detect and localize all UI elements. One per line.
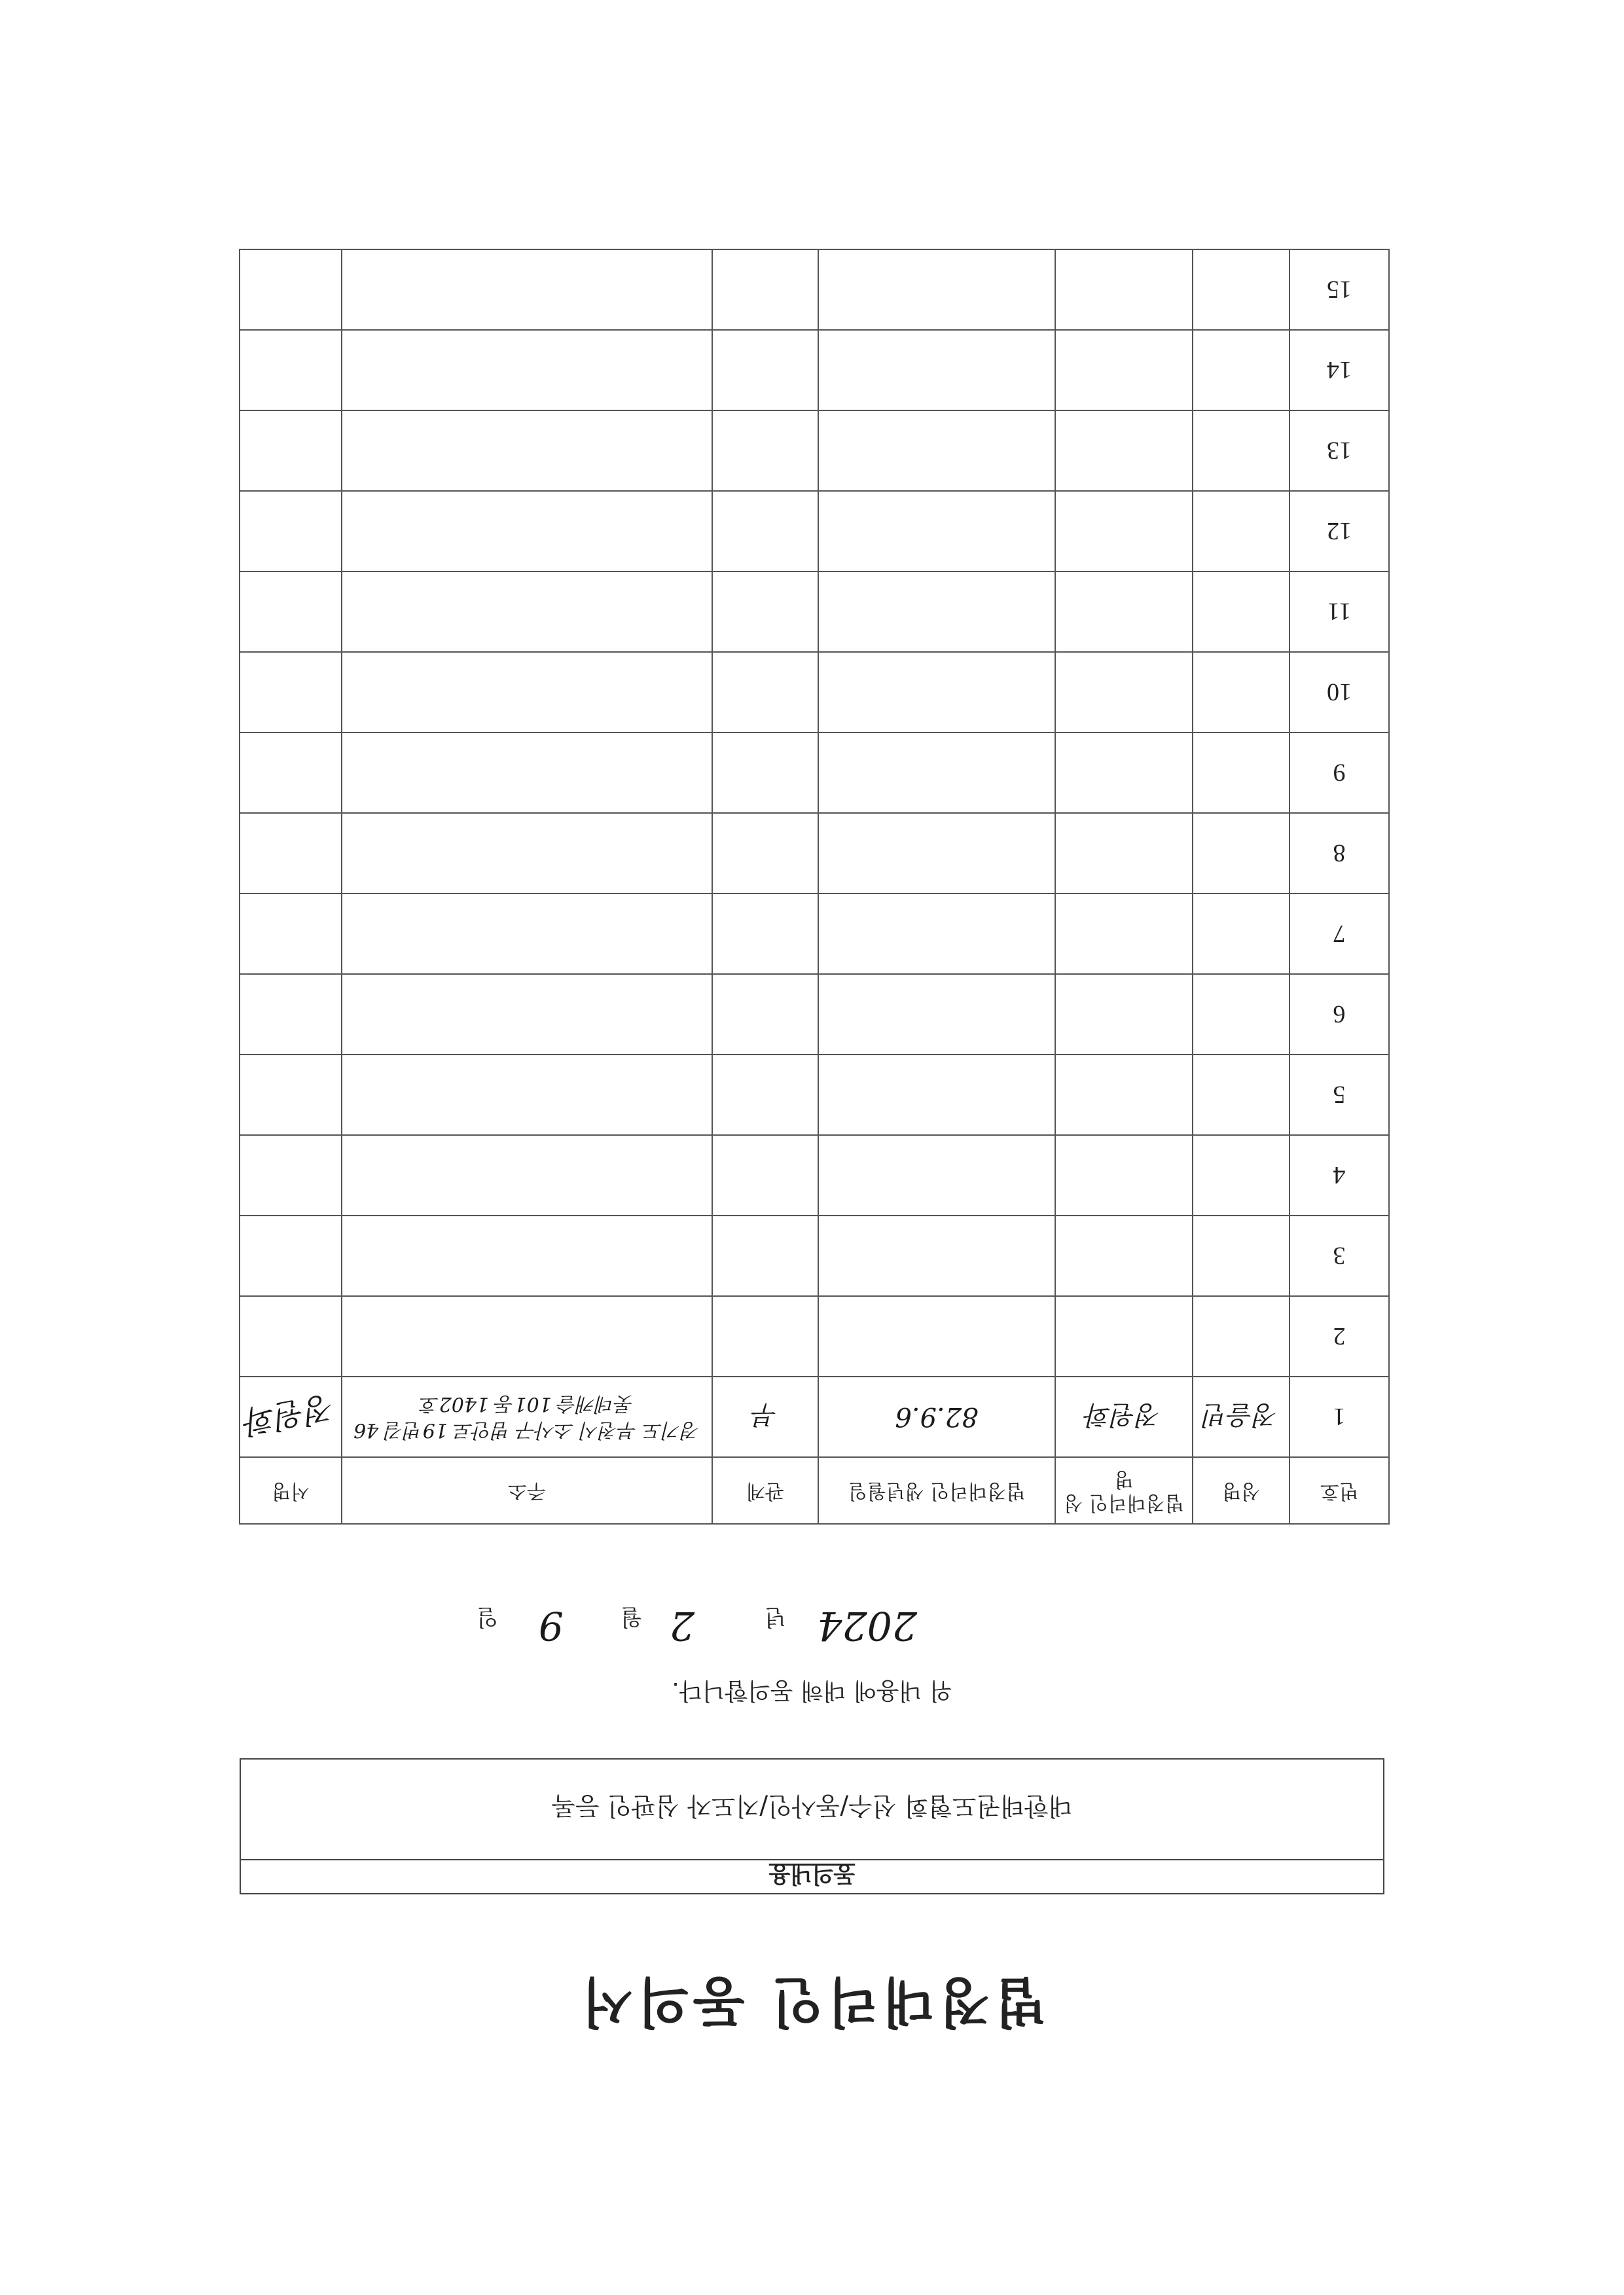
cell-guardian-name <box>1055 491 1193 571</box>
cell-signature <box>240 813 342 894</box>
cell-guardian-name <box>1055 813 1193 894</box>
table-row <box>240 330 1389 410</box>
cell-guardian-birth <box>818 652 1055 732</box>
consent-body: 대한태권도협회 선수/동사인/지도자 심판인 등록 <box>551 1792 1073 1821</box>
cell-no <box>1290 330 1389 410</box>
date-line <box>0 1596 1624 1655</box>
date-year-unit: 년 <box>765 1604 786 1630</box>
cell-guardian-name <box>1055 1377 1193 1457</box>
cell-no <box>1290 652 1389 732</box>
cell-no <box>1290 491 1389 571</box>
cell-relation <box>712 571 818 652</box>
cell-no <box>1290 1216 1389 1296</box>
cell-address <box>342 732 712 813</box>
cell-guardian-birth <box>818 571 1055 652</box>
cell-no-text: 8 <box>1333 839 1346 867</box>
cell-name-text: 정을빈 <box>1203 1400 1279 1430</box>
cell-guardian-birth <box>818 1216 1055 1296</box>
cell-no-text: 15 <box>1327 276 1352 304</box>
cell-guardian-birth <box>818 1377 1055 1457</box>
cell-signature <box>240 974 342 1055</box>
cell-name <box>1193 571 1290 652</box>
cell-name <box>1193 410 1290 491</box>
cell-relation <box>712 491 818 571</box>
cell-signature <box>240 732 342 813</box>
cell-address <box>342 974 712 1055</box>
cell-no <box>1290 1055 1389 1135</box>
cell-signature <box>240 1296 342 1377</box>
table-row <box>240 894 1389 974</box>
cell-guardian-birth <box>818 410 1055 491</box>
cell-relation <box>712 1296 818 1377</box>
cell-signature <box>240 410 342 491</box>
cell-address <box>342 652 712 732</box>
cell-signature <box>240 571 342 652</box>
cell-address <box>342 813 712 894</box>
cell-address <box>342 1055 712 1135</box>
table-row <box>240 974 1389 1055</box>
cell-address <box>342 491 712 571</box>
table-row <box>240 410 1389 491</box>
cell-no <box>1290 571 1389 652</box>
cell-signature <box>240 1377 342 1457</box>
cell-guardian-name <box>1055 732 1193 813</box>
cell-guardian-name <box>1055 410 1193 491</box>
table-row <box>240 1296 1389 1377</box>
cell-guardian-name <box>1055 249 1193 330</box>
cell-name <box>1193 813 1290 894</box>
cell-relation <box>712 249 818 330</box>
guardian-roster-table <box>239 249 1390 1525</box>
cell-no-text: 12 <box>1327 517 1352 545</box>
cell-guardian-name <box>1055 974 1193 1055</box>
cell-address <box>342 410 712 491</box>
cell-no <box>1290 249 1389 330</box>
cell-guardian-birth <box>818 894 1055 974</box>
cell-guardian-birth <box>818 1135 1055 1216</box>
cell-name <box>1193 249 1290 330</box>
cell-no-text: 2 <box>1333 1322 1346 1350</box>
cell-no <box>1290 1135 1389 1216</box>
cell-relation <box>712 813 818 894</box>
cell-no-text: 5 <box>1333 1081 1346 1109</box>
header-guardian-birth: 법정대리인 생년월일 <box>818 1457 1055 1524</box>
table-row <box>240 1377 1389 1457</box>
date-month-unit: 월 <box>621 1604 642 1630</box>
cell-name <box>1193 974 1290 1055</box>
cell-address <box>342 1296 712 1377</box>
table-row <box>240 652 1389 732</box>
cell-guardian-birth <box>818 1296 1055 1377</box>
cell-no-text: 13 <box>1327 437 1352 465</box>
cell-guardian-name <box>1055 1135 1193 1216</box>
cell-no-text: 3 <box>1333 1242 1346 1270</box>
cell-no-text: 4 <box>1333 1161 1346 1189</box>
cell-relation <box>712 1055 818 1135</box>
cell-no-text: 9 <box>1333 759 1346 787</box>
cell-no-text: 1 <box>1333 1403 1346 1431</box>
date-year: 2024 <box>817 1602 917 1648</box>
cell-name <box>1193 652 1290 732</box>
header-address: 주소 <box>342 1457 712 1524</box>
cell-guardian-name <box>1055 1055 1193 1135</box>
cell-signature <box>240 1135 342 1216</box>
cell-guardian-birth <box>818 249 1055 330</box>
cell-no-text: 7 <box>1333 920 1346 948</box>
cell-no <box>1290 894 1389 974</box>
cell-guardian-birth <box>818 1055 1055 1135</box>
cell-guardian-name <box>1055 571 1193 652</box>
table-row <box>240 1135 1389 1216</box>
table-row <box>240 732 1389 813</box>
cell-no <box>1290 974 1389 1055</box>
cell-address <box>342 894 712 974</box>
cell-signature-text: 정원화 <box>242 1388 338 1440</box>
cell-guardian-birth-text: 82.9.6 <box>895 1401 979 1432</box>
cell-name <box>1193 330 1290 410</box>
cell-signature <box>240 330 342 410</box>
cell-no <box>1290 732 1389 813</box>
table-row <box>240 813 1389 894</box>
cell-no <box>1290 1296 1389 1377</box>
cell-guardian-name-text: 정원화 <box>1086 1400 1162 1430</box>
cell-name <box>1193 1216 1290 1296</box>
cell-no <box>1290 1377 1389 1457</box>
consent-box <box>240 1758 1384 1894</box>
cell-no <box>1290 813 1389 894</box>
cell-relation-text: 부 <box>752 1400 778 1430</box>
cell-relation <box>712 732 818 813</box>
cell-guardian-birth <box>818 732 1055 813</box>
cell-address <box>342 1135 712 1216</box>
header-signature: 서명 <box>240 1457 342 1524</box>
cell-no-text: 14 <box>1327 356 1352 384</box>
cell-no-text: 11 <box>1327 598 1352 626</box>
cell-guardian-name <box>1055 1296 1193 1377</box>
cell-guardian-name <box>1055 330 1193 410</box>
cell-name <box>1193 732 1290 813</box>
cell-guardian-name <box>1055 1216 1193 1296</box>
cell-relation <box>712 652 818 732</box>
cell-signature <box>240 894 342 974</box>
cell-no-text: 6 <box>1333 1000 1346 1028</box>
cell-address <box>342 1377 712 1457</box>
table-row <box>240 1216 1389 1296</box>
header-name: 성명 <box>1193 1457 1290 1524</box>
cell-relation <box>712 1135 818 1216</box>
cell-name <box>1193 894 1290 974</box>
cell-name <box>1193 1055 1290 1135</box>
cell-address <box>342 1216 712 1296</box>
cell-guardian-birth <box>818 330 1055 410</box>
cell-address <box>342 249 712 330</box>
cell-relation <box>712 1216 818 1296</box>
cell-address-text: 경기도 부천시 소사구 범안로 19번길 46 롯데캐슬 101동 1402호 <box>353 1392 700 1442</box>
cell-no <box>1290 410 1389 491</box>
date-day: 9 <box>538 1602 564 1648</box>
cell-guardian-name <box>1055 894 1193 974</box>
cell-relation <box>712 410 818 491</box>
cell-signature <box>240 1055 342 1135</box>
cell-signature <box>240 491 342 571</box>
cell-guardian-name <box>1055 652 1193 732</box>
date-month: 2 <box>669 1602 695 1648</box>
cell-signature <box>240 249 342 330</box>
header-guardian-name: 법정대리인 성명 <box>1055 1457 1193 1524</box>
table-row <box>240 571 1389 652</box>
cell-address <box>342 571 712 652</box>
cell-relation <box>712 894 818 974</box>
cell-address <box>342 330 712 410</box>
consent-header: 동의내용 <box>241 1859 1383 1893</box>
table-row <box>240 1055 1389 1135</box>
cell-signature <box>240 652 342 732</box>
cell-name <box>1193 1377 1290 1457</box>
cell-guardian-birth <box>818 491 1055 571</box>
cell-name <box>1193 1135 1290 1216</box>
cell-name <box>1193 491 1290 571</box>
header-no: 번호 <box>1290 1457 1389 1524</box>
cell-relation <box>712 330 818 410</box>
agreement-text: 위 내용에 대해 동의합니다. <box>672 1677 952 1704</box>
table-header-row <box>240 1457 1389 1524</box>
table-row <box>240 249 1389 330</box>
cell-relation <box>712 1377 818 1457</box>
page-title: 법정대리인 동의서 <box>577 1970 1047 2033</box>
header-relation: 관계 <box>712 1457 818 1524</box>
cell-guardian-birth <box>818 974 1055 1055</box>
cell-guardian-birth <box>818 813 1055 894</box>
table-row <box>240 491 1389 571</box>
cell-relation <box>712 974 818 1055</box>
date-day-unit: 일 <box>477 1604 498 1630</box>
cell-name <box>1193 1296 1290 1377</box>
cell-no-text: 10 <box>1327 678 1352 706</box>
cell-signature <box>240 1216 342 1296</box>
